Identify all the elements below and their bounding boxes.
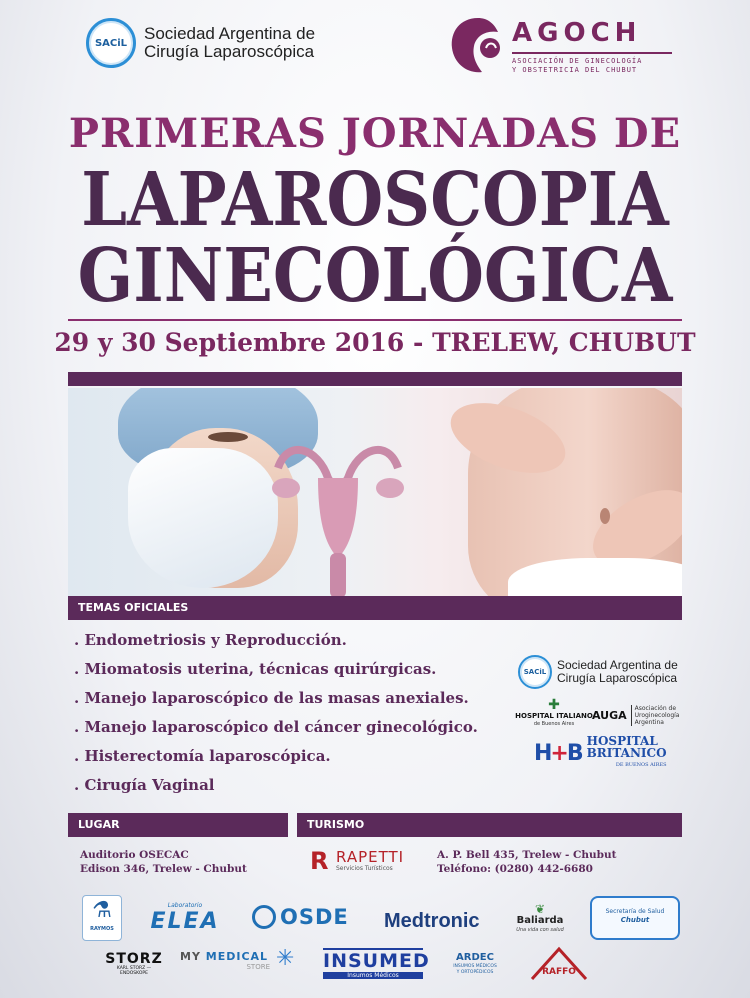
hospital-britanico-logo: H+B HOSPITAL BRITANICO DE BUENOS AIRES — [534, 734, 667, 768]
title-line-3: GINECOLÓGICA — [77, 233, 673, 319]
sacil-sponsor-logo — [518, 652, 688, 692]
flask-icon: ⚗ — [92, 898, 112, 923]
title-line-2: LAPAROSCOPIA — [81, 157, 669, 243]
my-medical-store-logo: MY MEDICAL STORE ✳ — [180, 946, 295, 971]
baliarda-logo: ❦ Baliarda Una vida con salud — [510, 903, 570, 933]
banner-bar — [68, 372, 682, 386]
towel — [508, 558, 682, 596]
raffo-chevron-icon — [528, 945, 590, 983]
surgical-mask — [128, 448, 278, 588]
turismo-header: TURISMO — [297, 813, 682, 837]
topics-header: TEMAS OFICIALES — [68, 596, 682, 620]
ardec-logo: ARDEC INSUMOS MÉDICOS Y ORTOPÉDICOS — [453, 952, 497, 975]
osde-circle-icon — [252, 905, 276, 929]
hb-mark-icon: H+B — [534, 740, 582, 766]
medtronic-logo: Medtronic — [384, 910, 480, 932]
topic-item: . Histerectomía laparoscópica. — [74, 747, 331, 765]
osde-logo: OSDE — [252, 903, 364, 931]
raymos-logo: ⚗ RAYMOS — [82, 895, 122, 941]
secretaria-salud-logo: Secretaría de Salud Chubut — [590, 896, 680, 940]
navel — [600, 508, 610, 524]
lugar-header: LUGAR — [68, 813, 288, 837]
storz-logo: STORZ KARL STORZ — ENDOSKOPE — [105, 951, 163, 976]
lugar-address: Auditorio OSECAC Edison 346, Trelew - Chubut — [80, 849, 247, 875]
agoch-subtitle: ASOCIACIÓN DE GINECOLOGÍA Y OBSTETRICIA DEL CHUBUT — [512, 57, 643, 74]
agoch-logo — [446, 12, 676, 82]
sacil-name: Sociedad Argentina de Cirugía Laparoscópica — [144, 24, 316, 61]
agoch-emblem-icon — [446, 14, 510, 78]
topic-item: . Miomatosis uterina, técnicas quirúrgicas. — [74, 660, 437, 678]
sacil-sponsor-name: Sociedad Argentina de Cirugía Laparoscópica — [557, 658, 678, 685]
raffo-logo: RAFFO — [528, 945, 590, 983]
agoch-name: AGOCH — [512, 18, 642, 48]
event-date: 29 y 30 Septiembre 2016 - TRELEW, CHUBUT — [54, 328, 696, 357]
insumed-logo: INSUMED Insumos Médicos — [323, 950, 430, 979]
topic-item: . Manejo laparoscópico del cáncer ginecológico. — [74, 718, 478, 736]
sacil-logo — [86, 18, 356, 68]
auga-logo: AUGA Asociación de Uroginecología Argentina — [592, 704, 680, 726]
rapetti-mark-icon: R — [310, 847, 329, 875]
agoch-divider — [512, 52, 672, 54]
topic-item: . Manejo laparoscópico de las masas anexiales. — [74, 689, 469, 707]
turismo-address: A. P. Bell 435, Trelew - Chubut Teléfono: (0280) 442-6680 — [437, 849, 617, 875]
baliarda-leaf-icon: ❦ — [534, 902, 546, 916]
sacil-sponsor-badge: SACiL — [518, 655, 552, 689]
topic-item: . Cirugía Vaginal — [74, 776, 215, 794]
hero-image — [68, 388, 682, 596]
hospital-cross-icon: ✚ — [548, 697, 560, 713]
elea-logo: Laboratorio ELEA — [150, 902, 220, 934]
hospital-italiano-logo: ✚ HOSPITAL ITALIANO de Buenos Aires — [515, 697, 593, 727]
title-divider — [68, 319, 682, 321]
medical-star-icon: ✳ — [276, 946, 295, 971]
title-line-1: PRIMERAS JORNADAS DE — [68, 110, 682, 157]
rapetti-logo: R RAPETTI Servicios Turísticos — [310, 847, 405, 875]
topic-item: . Endometriosis y Reproducción. — [74, 631, 347, 649]
sacil-badge: SACiL — [86, 18, 136, 68]
surgeon-eye — [208, 432, 248, 442]
topics-list — [74, 626, 514, 800]
uterus-illustration-icon — [268, 428, 408, 596]
